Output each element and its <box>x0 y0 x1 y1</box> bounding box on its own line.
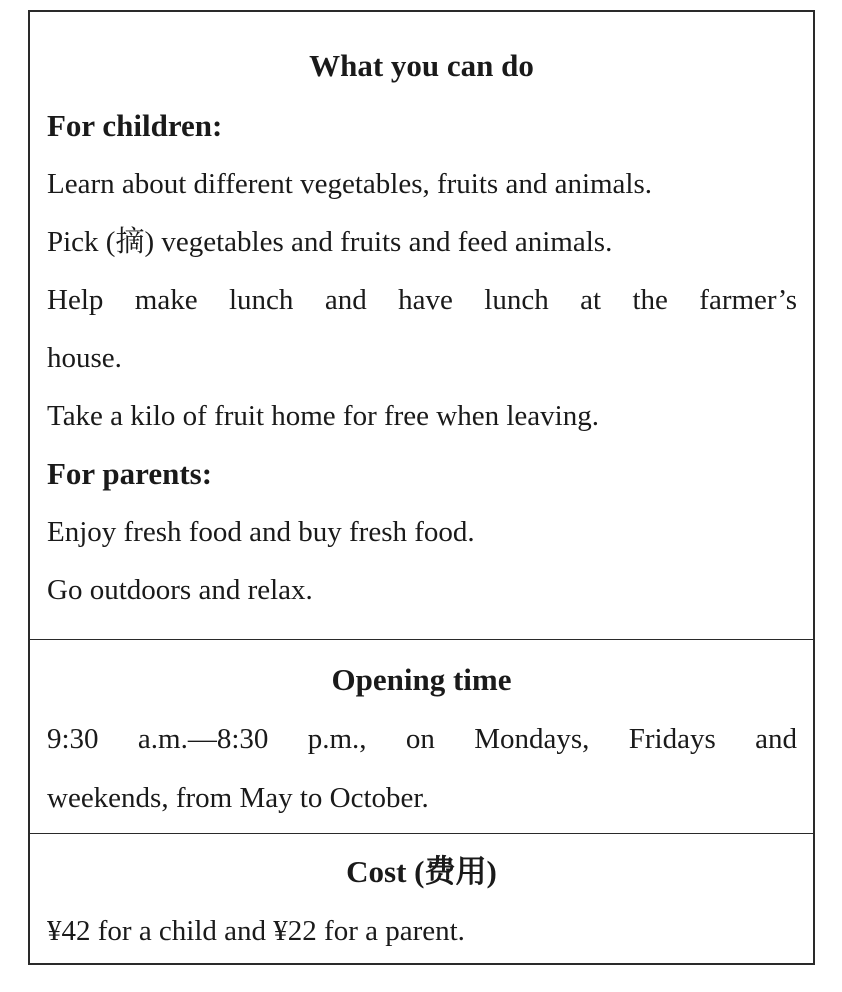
children-item: Help make lunch and have lunch at the farmer’s <box>47 284 797 316</box>
children-item: house. <box>47 342 122 374</box>
children-item: Learn about different vegetables, fruits and animals. <box>47 168 653 200</box>
children-heading: For children: <box>47 108 223 143</box>
parents-heading: For parents: <box>47 456 213 491</box>
children-item: Take a kilo of fruit home for free when leaving. <box>47 400 599 432</box>
cost-title: Cost (费用) <box>346 854 497 889</box>
parents-item: Go outdoors and relax. <box>47 574 313 606</box>
notice-box <box>28 10 815 965</box>
section-divider <box>30 639 813 640</box>
activities-title: What you can do <box>309 48 534 83</box>
opening-line: weekends, from May to October. <box>47 782 429 814</box>
parents-item: Enjoy fresh food and buy fresh food. <box>47 516 475 548</box>
cost-line: ¥42 for a child and ¥22 for a parent. <box>47 915 465 947</box>
children-item: Pick (摘) vegetables and fruits and feed animals. <box>47 226 613 258</box>
opening-title: Opening time <box>331 662 512 697</box>
opening-line: 9:30 a.m.—8:30 p.m., on Mondays, Fridays and <box>47 723 797 755</box>
section-divider <box>30 833 813 834</box>
